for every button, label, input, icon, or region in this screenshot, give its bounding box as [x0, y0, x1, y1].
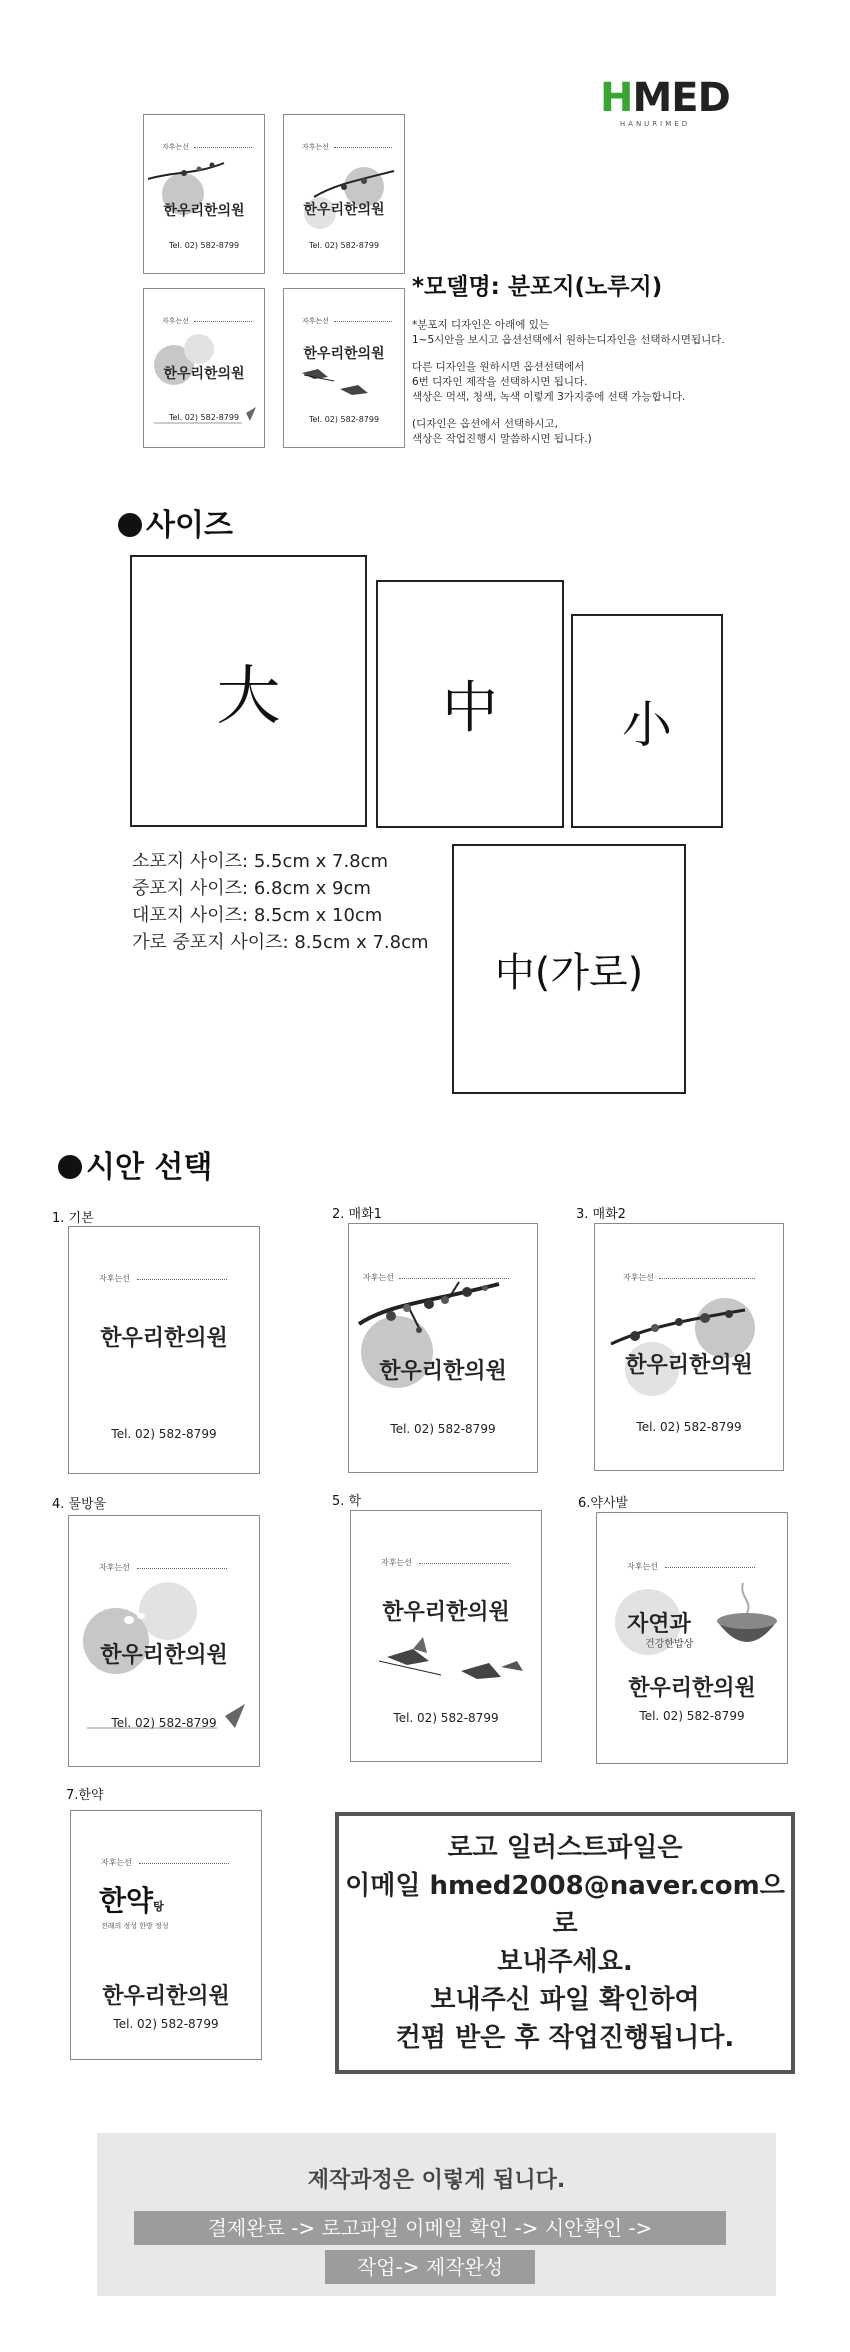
option-5-crane[interactable]: 자후는선 한우리한의원 Tel. 02) 582-8799 [350, 1510, 542, 1762]
option-2-caption: 2. 매화1 [332, 1207, 382, 1222]
thumb-plum-1: 자후는선 한우리한의원 Tel. 02) 582-8799 [143, 114, 265, 274]
process-step-line-1: 결제완료 -> 로고파일 이메일 확인 -> 시안확인 -> [134, 2211, 726, 2245]
nature-slogan: 자연과 [627, 1611, 691, 1637]
option-6-caption: 6.약사발 [578, 1496, 629, 1511]
option-6-medicine-bowl[interactable]: 자후는선 자연과 건강한밥상 한우리한의원 Tel. 02) 582-8799 [596, 1512, 788, 1764]
size-medium-wide-box: 中(가로) [452, 844, 686, 1094]
size-small-box: 小 [571, 614, 723, 828]
size-large-box: 大 [130, 555, 367, 827]
option-7-hanyak[interactable]: 자후는선 한약탕 전래의 정성 한방 정성 한우리한의원 Tel. 02) 582-8799 [70, 1810, 262, 2060]
thumb-waterdrop: 자후는선 한우리한의원 Tel. 02) 582-8799 [143, 288, 265, 448]
brand-logo-text: HMED [600, 75, 730, 121]
thumb-plum-2: 자후는선 한우리한의원 Tel. 02) 582-8799 [283, 114, 405, 274]
size-specs: 소포지 사이즈: 5.5cm x 7.8cm 중포지 사이즈: 6.8cm x 9cm 대포지 사이즈: 8.5cm x 10cm 가로 중포지 사이즈: 8.5cm x 7.8cm [132, 851, 429, 953]
process-title: 제작과정은 이렇게 됩니다. [307, 2168, 566, 2193]
option-7-caption: 7.한약 [66, 1788, 104, 1803]
hanyak-title: 한약탕 [99, 1884, 164, 1917]
option-1-basic[interactable]: 자후는선 한우리한의원 Tel. 02) 582-8799 [68, 1226, 260, 1474]
thumb-crane: 자후는선 한우리한의원 Tel. 02) 582-8799 [283, 288, 405, 448]
option-4-caption: 4. 물방울 [52, 1497, 107, 1512]
option-4-waterdrop[interactable]: 자후는선 한우리한의원 Tel. 02) 582-8799 [68, 1515, 260, 1767]
brand-logo [600, 75, 730, 128]
process-panel [97, 2133, 776, 2296]
option-2-plum1[interactable]: 자후는선 한우리한의원 Tel. 02) 582-8799 [348, 1223, 538, 1473]
option-5-caption: 5. 학 [332, 1494, 362, 1509]
process-step-line-2: 작업-> 제작완성 [325, 2250, 535, 2284]
size-medium-box: 中 [376, 580, 564, 828]
design-heading: 시안 선택 [58, 1142, 212, 1186]
model-description: *분포지 디자인은 아래에 있는 1~5시안을 보시고 옵션선택에서 원하는디자인을 선택하시면됩니다. 다른 디자인을 원하시면 옵션선택에서 6번 디자인 제작을 선택하시면 됩니다. 색상은 먹색, 청색, 녹색 이렇게 3가지중에 선택 가능합니다. (디자인은 옵션에서 선택하시고, 색상은 작업진행시 말씀하시면 됩니다.) [412, 319, 725, 445]
logo-file-notice: 로고 일러스트파일은 이메일 hmed2008@naver.com으로 보내주세요. 보내주신 파일 확인하여 컨펌 받은 후 작업진행됩니다. [335, 1812, 795, 2074]
hanyak-subtitle: 전래의 정성 한방 정성 [101, 1922, 169, 1930]
brand-subtitle: HANURIMED [619, 120, 691, 128]
option-3-plum2[interactable]: 자후는선 한우리한의원 Tel. 02) 582-8799 [594, 1223, 784, 1471]
option-3-caption: 3. 매화2 [576, 1207, 626, 1222]
model-title: *모델명: 분포지(노루지) [412, 274, 663, 300]
nature-sub: 건강한밥상 [645, 1639, 694, 1650]
option-1-caption: 1. 기본 [52, 1211, 94, 1226]
size-heading: 사이즈 [118, 500, 233, 544]
